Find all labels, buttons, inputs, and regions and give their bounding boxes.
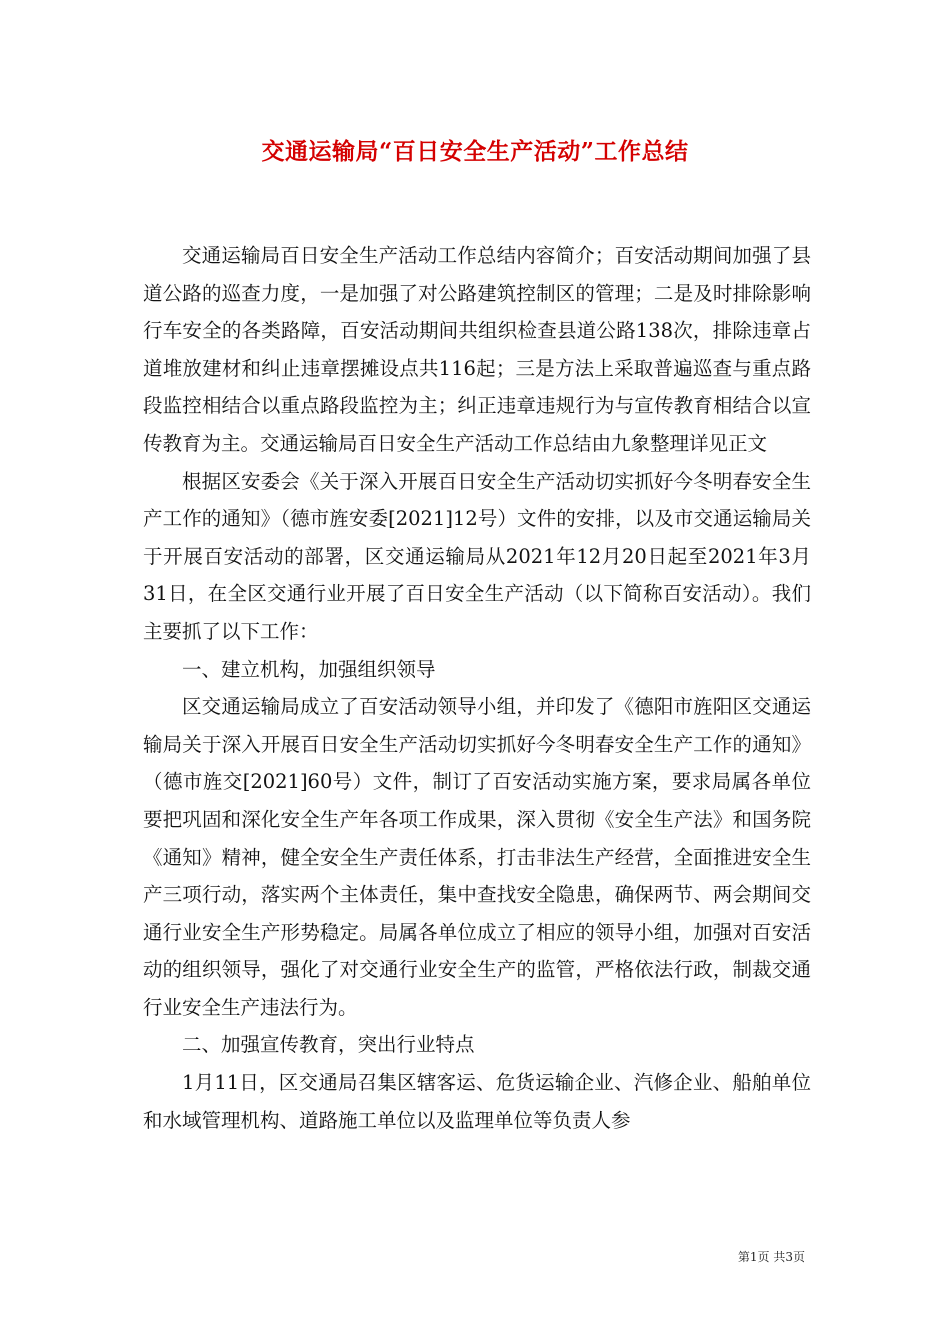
page-number: 第1页 共3页 (737, 1250, 805, 1264)
section-heading-2: 二、加强宣传教育，突出行业特点 (182, 1033, 475, 1057)
paragraph-summary: 交通运输局百日安全生产活动工作总结内容简介；百安活动期间加强了县道公路的巡查力度，一是加强了对公路建筑控制区的管理；二是及时排除影响行车安全的各类路障，百安活动期间共组织检查县道公路138次，排除违章占道堆放建材和纠止违章摆摊设点共116起；三是方法上采取普遍巡查与重点路段监控相结合以重点路段监控为主；纠正违章违规行为与宣传教育相结合以宣传教育为主。交通运输局百日安全生产活动工作总结由九象整理详见正文 (143, 244, 811, 455)
document-title: 交通运输局“百日安全生产活动”工作总结 (261, 138, 689, 165)
section-heading-1: 一、建立机构，加强组织领导 (182, 657, 436, 681)
paragraph-section-1: 区交通运输局成立了百安活动领导小组，并印发了《德阳市旌阳区交通运输局关于深入开展百日安全生产活动切实抓好今冬明春安全生产工作的通知》（德市旌交[2021]60号）文件，制订了百安活动实施方案，要求局属各单位要把巩固和深化安全生产年各项工作成果，深入贯彻《安全生产法》和国务院《通知》精神，健全安全生产责任体系，打击非法生产经营，全面推进安全生产三项行动，落实两个主体责任，集中查找安全隐患，确保两节、两会期间交通行业安全生产形势稳定。局属各单位成立了相应的领导小组，加强对百安活动的组织领导，强化了对交通行业安全生产的监管，严格依法行政，制裁交通行业安全生产违法行为。 (143, 695, 811, 1019)
paragraph-background: 根据区安委会《关于深入开展百日安全生产活动切实抓好今冬明春安全生产工作的通知》（德市旌安委[2021]12号）文件的安排，以及市交通运输局关于开展百安活动的部署，区交通运输局从2021年12月20日起至2021年3月31日，在全区交通行业开展了百日安全生产活动（以下简称百安活动）。我们主要抓了以下工作： (143, 469, 811, 643)
document-body (143, 237, 811, 1139)
paragraph-section-2: 1月11日，区交通局召集区辖客运、危货运输企业、汽修企业、船舶单位和水域管理机构、道路施工单位以及监理单位等负责人参 (143, 1071, 811, 1132)
